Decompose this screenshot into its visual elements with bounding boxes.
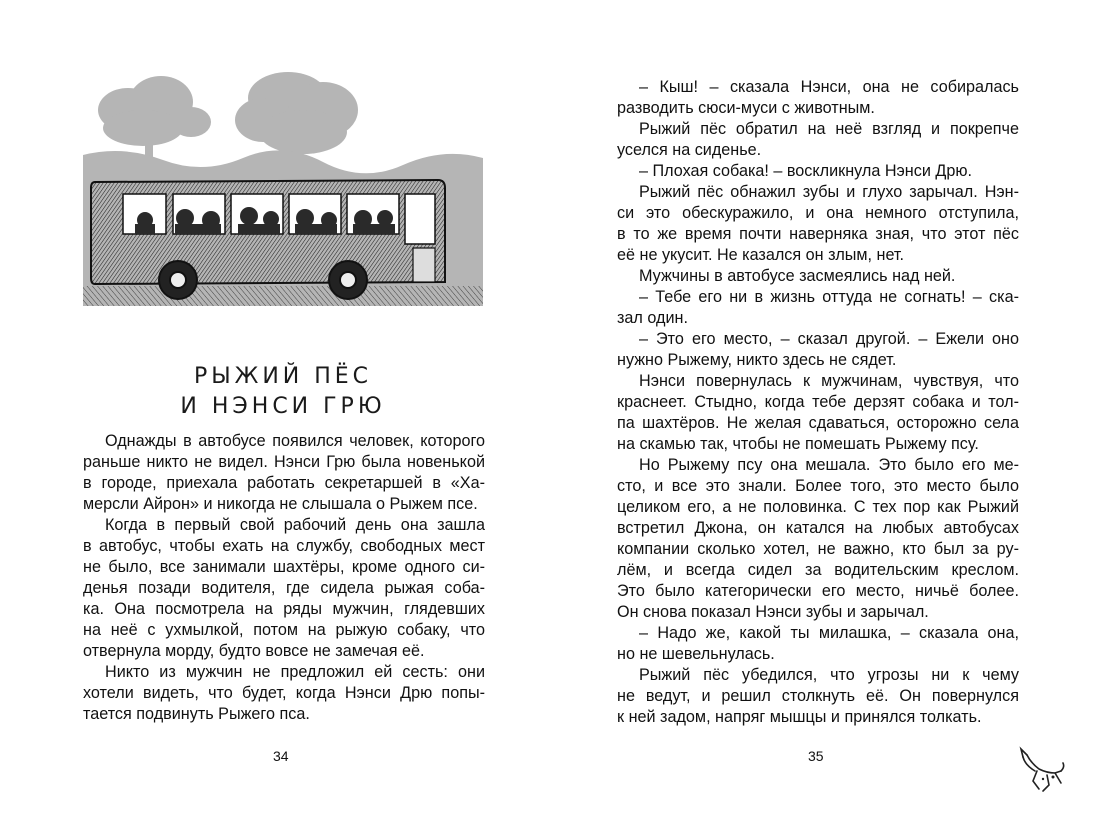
text-line: но не шевельнулась. — [617, 645, 775, 663]
text-line: тается подвинуть Рыжего пса. — [83, 705, 310, 723]
chapter-title-line2: И НЭНСИ ГРЮ — [180, 394, 386, 419]
text-line: – Это его место, – сказал другой. – Ежели оно — [639, 330, 1019, 348]
text-line: мерсли Айрон» и никогда не слышала о Рыжем псе. — [83, 495, 478, 513]
text-line: её не укусит. Не казался он злым, нет. — [617, 246, 905, 264]
text-line: ка. Она посмотрела на ряды мужчин, глядевших — [83, 600, 485, 618]
text-line: Рыжий пёс обратил на неё взгляд и покрепче — [639, 120, 1019, 138]
text-line: к ней задом, напряг мышцы и принялся толкать. — [617, 708, 982, 726]
text-line: Когда в первый свой рабочий день она зашла — [105, 516, 485, 534]
right-page — [550, 0, 1100, 825]
text-line: денья позади водителя, где сидела рыжая соба- — [83, 579, 485, 597]
text-line: отвернула морду, будто вовсе не замечая её. — [83, 642, 425, 660]
text-line: встретил Джона, он катался на любых автобусах — [617, 519, 1019, 537]
text-line: – Надо же, какой ты милашка, – сказала она, — [639, 624, 1019, 642]
text-line: в городе, приехала работать секретаршей в «Ха- — [83, 474, 485, 492]
text-line: в то же время почти наверняка зная, что этот пёс — [617, 225, 1019, 243]
text-line: на скамью так, чтобы не помешать Рыжему псу. — [617, 435, 979, 453]
text-line: зал один. — [617, 309, 688, 327]
text-line: Никто из мужчин не предложил ей сесть: они — [105, 663, 485, 681]
text-line: разводить сюси-муси с животным. — [617, 99, 875, 117]
text-line: в автобус, чтобы ехать на службу, свободных мест — [83, 537, 485, 555]
text-line: па шахтёров. Не желая сдаваться, осторожно села — [617, 414, 1019, 432]
text-line: Это было категорически его место, ничьё более. — [617, 582, 1019, 600]
text-line: не ведут, и решил столкнуть её. Он повернулся — [617, 687, 1019, 705]
text-line: краснеет. Стыдно, когда тебе дерзят собака и тол- — [617, 393, 1019, 411]
text-line: – Кыш! – сказала Нэнси, она не собиралась — [639, 78, 1019, 96]
text-line: нужно Рыжему, никто здесь не сядет. — [617, 351, 897, 369]
text-line: Он снова показал Нэнси зубы и зарычал. — [617, 603, 929, 621]
text-line: Рыжий пёс убедился, что угрозы ни к чему — [639, 666, 1019, 684]
text-line: раньше никто не видел. Нэнси Грю была новенькой — [83, 453, 485, 471]
text-line: целиком его, а не половинка. С тех пор как Рыжий — [617, 498, 1019, 516]
bus-illustration — [83, 70, 483, 306]
text-line: – Плохая собака! – воскликнула Нэнси Дрю. — [639, 162, 972, 180]
text-line: хотели видеть, что будет, когда Нэнси Дрю попы- — [83, 684, 485, 702]
chapter-title-line1: РЫЖИЙ ПЁС — [193, 364, 373, 389]
right-page-text — [617, 77, 1019, 728]
text-line: Однажды в автобусе появился человек, которого — [105, 432, 485, 450]
text-line: компании сколько хотел, не важно, кто был за ру- — [617, 540, 1019, 558]
text-line: на неё с ухмылкой, потом на рыжую собаку, что — [83, 621, 485, 639]
text-line: Мужчины в автобусе засмеялись над ней. — [639, 267, 956, 285]
running-dog-icon — [1013, 745, 1068, 795]
text-line: Рыжий пёс обнажил зубы и глухо зарычал. Нэн- — [639, 183, 1019, 201]
left-page-text — [83, 431, 485, 725]
text-line: си это обескуражило, и она немного отступила, — [617, 204, 1019, 222]
chapter-title — [83, 362, 483, 422]
text-line: Но Рыжему псу она мешала. Это было его ме- — [639, 456, 1019, 474]
page-number-left: 34 — [273, 748, 289, 764]
text-line: лём, и всегда сидел за водительским креслом. — [617, 561, 1019, 579]
text-line: Нэнси повернулась к мужчинам, чувствуя, что — [639, 372, 1019, 390]
text-line: не было, все занимали шахтёры, кроме одного си- — [83, 558, 485, 576]
text-line: – Тебе его ни в жизнь оттуда не согнать! – ска- — [639, 288, 1019, 306]
text-line: уселся на сиденье. — [617, 141, 762, 159]
text-line: сто, и все это знали. Более того, это место было — [617, 477, 1019, 495]
page-number-right: 35 — [808, 748, 824, 764]
